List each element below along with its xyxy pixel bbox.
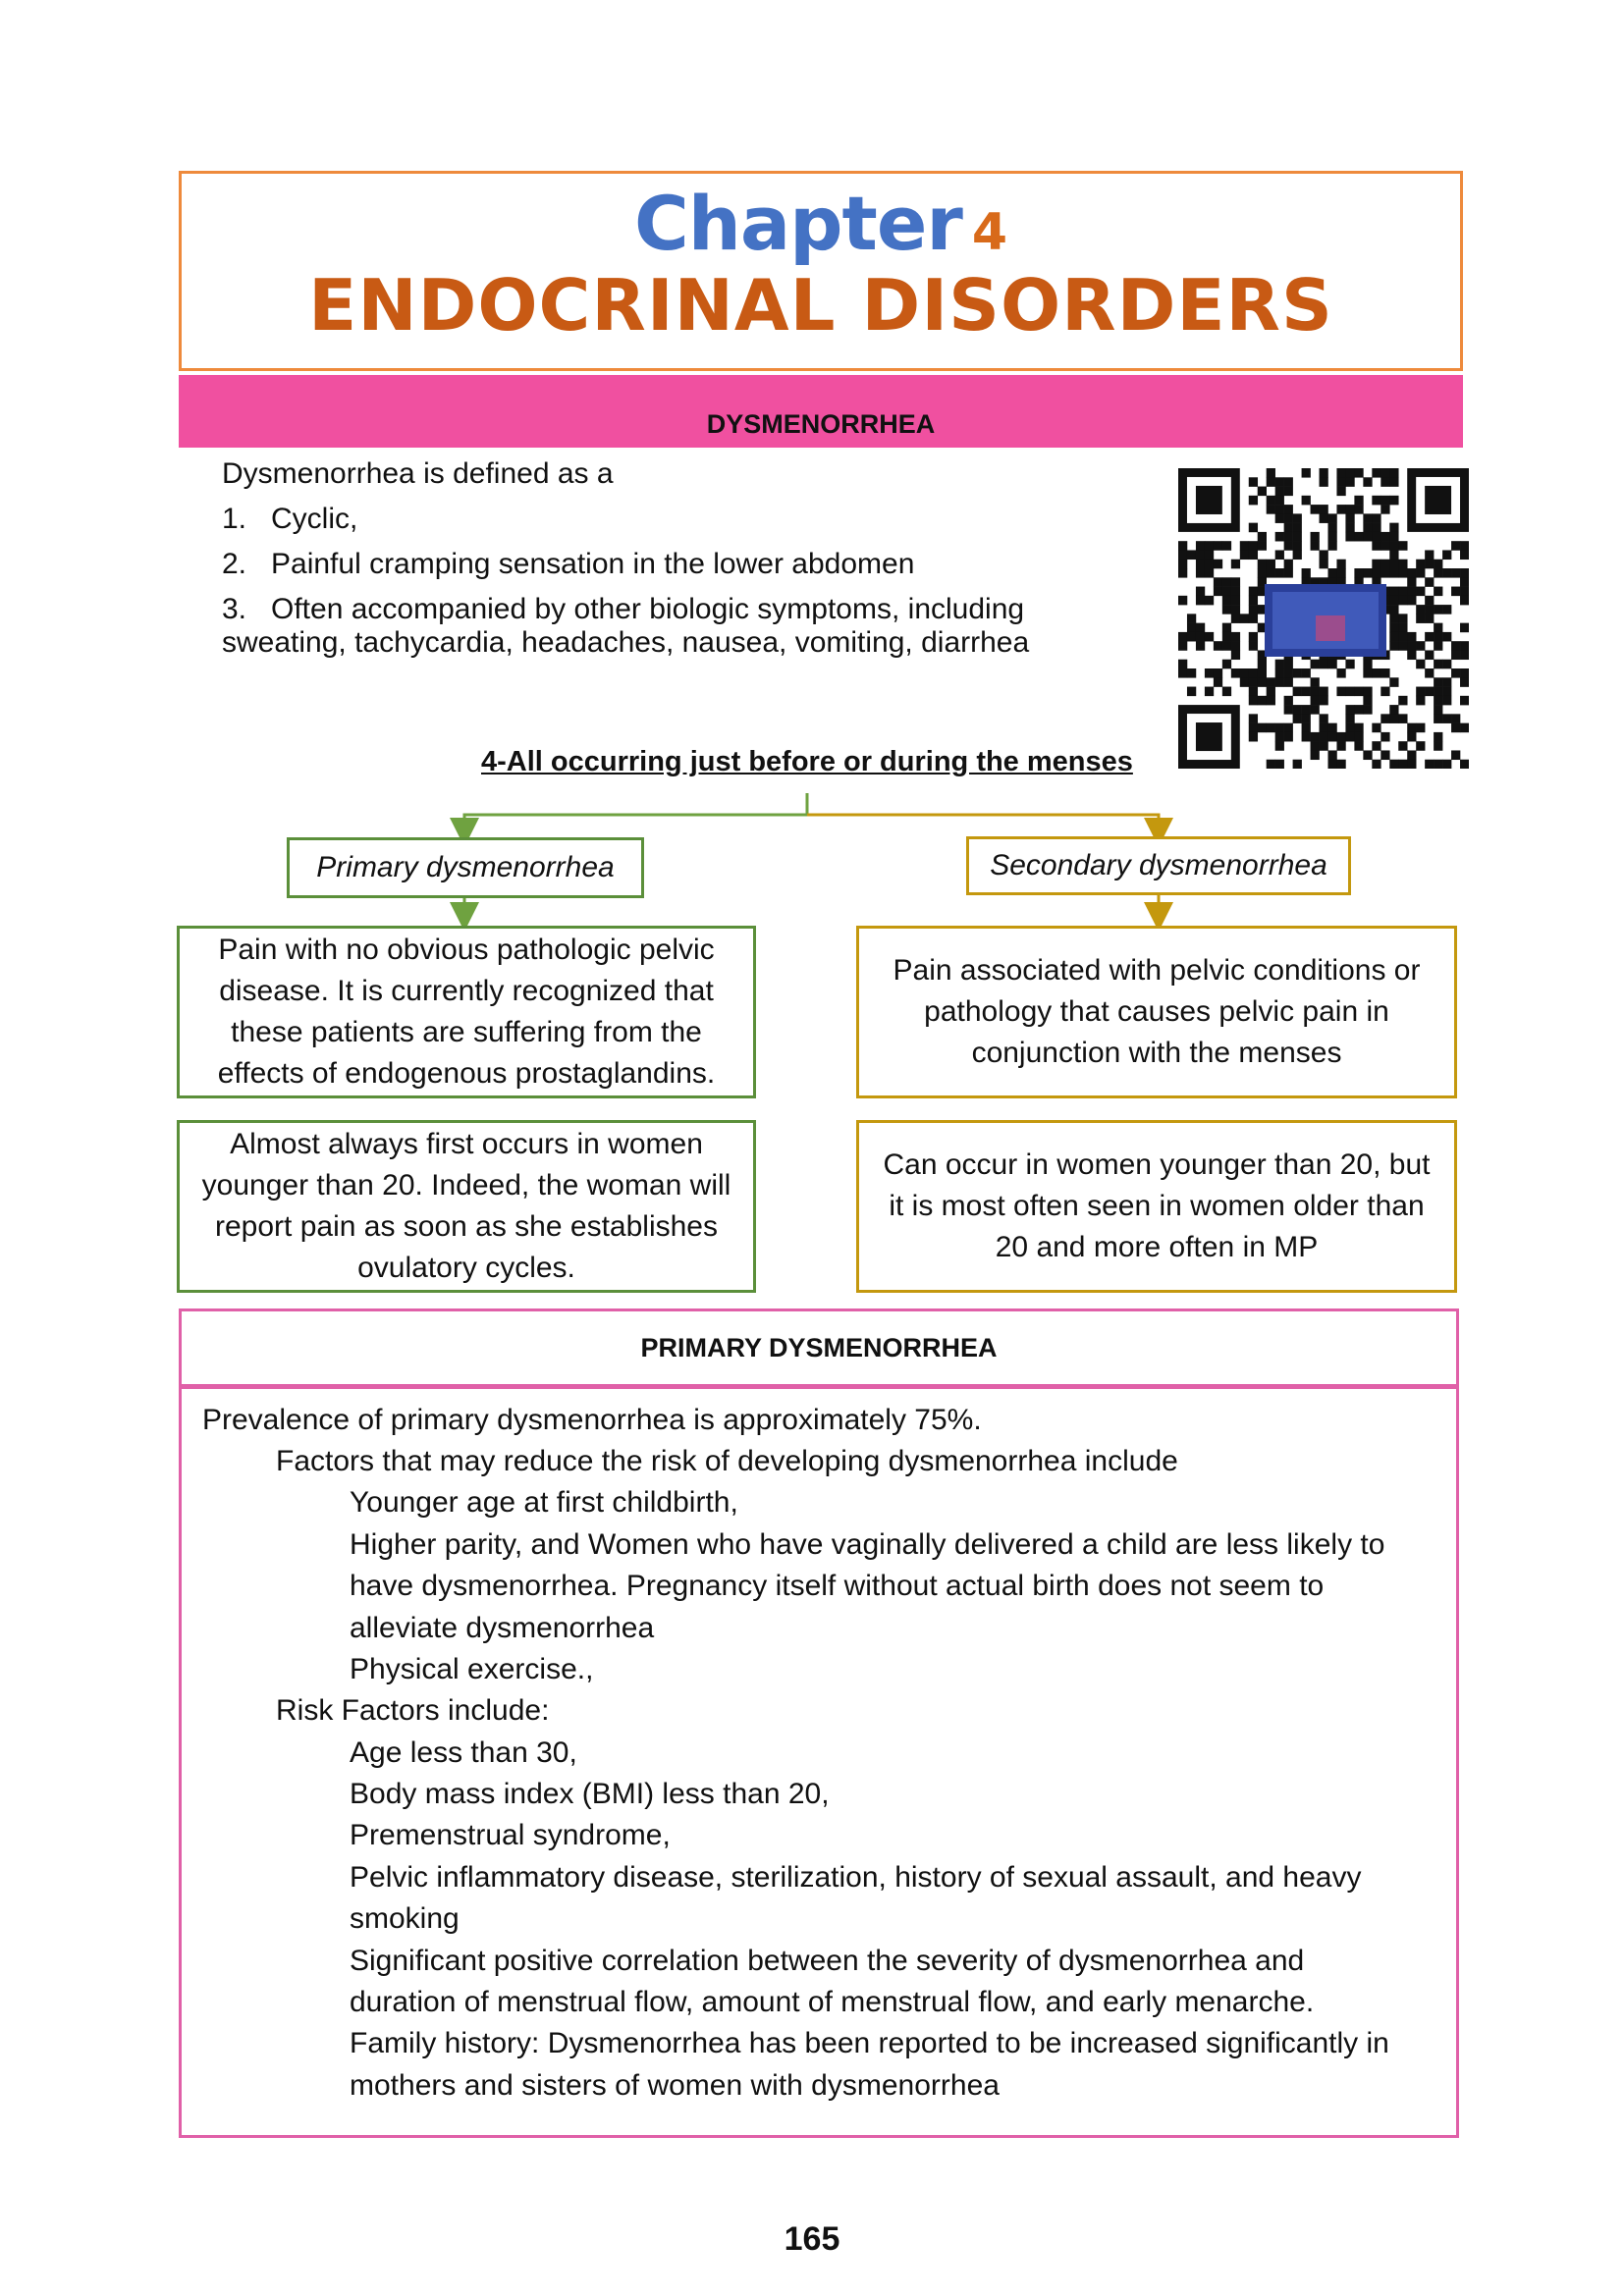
primary-onset-box: Almost always first occurs in women younger than 20. Indeed, the woman will report pain as soon as she establishes ovulatory cycles. xyxy=(177,1120,756,1293)
body-line: Family history: Dysmenorrhea has been reported to be increased significantly in xyxy=(350,2027,1389,2059)
chapter-number: 4 xyxy=(971,203,1008,262)
definition-item-continuation: sweating, tachycardia, headaches, nausea, vomiting, diarrhea xyxy=(222,626,1030,659)
item-text: Often accompanied by other biologic symptoms, including xyxy=(271,593,1025,625)
item-number: 2. xyxy=(222,548,247,580)
secondary-description-box: Pain associated with pelvic conditions or pathology that causes pelvic pain in conjunction with the menses xyxy=(856,926,1457,1098)
definition-item xyxy=(222,593,1024,625)
body-line: alleviate dysmenorrhea xyxy=(350,1612,655,1644)
body-line: Body mass index (BMI) less than 20, xyxy=(350,1778,830,1810)
definition-item xyxy=(222,503,357,535)
primary-section-heading: PRIMARY DYSMENORRHEA xyxy=(179,1308,1459,1387)
definition-item xyxy=(222,548,914,580)
body-line: duration of menstrual flow, amount of menstrual flow, and early menarche. xyxy=(350,1986,1315,2018)
body-line: Significant positive correlation between the severity of dysmenorrhea and xyxy=(350,1945,1305,1977)
body-line: Premenstrual syndrome, xyxy=(350,1819,671,1851)
primary-description-box: Pain with no obvious pathologic pelvic disease. It is currently recognized that these patients are suffering from the effects of endogenous prostaglandins. xyxy=(177,926,756,1098)
prevalence-line: Prevalence of primary dysmenorrhea is approximately 75%. xyxy=(202,1404,982,1436)
item-number: 1. xyxy=(222,503,247,535)
protective-factors-heading: Factors that may reduce the risk of developing dysmenorrhea include xyxy=(276,1445,1178,1477)
body-line: have dysmenorrhea. Pregnancy itself without actual birth does not seem to xyxy=(350,1570,1325,1602)
qr-code-icon[interactable] xyxy=(1178,468,1469,769)
secondary-dysmenorrhea-label: Secondary dysmenorrhea xyxy=(966,836,1351,895)
chapter-label xyxy=(182,180,1460,267)
chapter-word: Chapter xyxy=(633,180,962,267)
section-band-title: DYSMENORRHEA xyxy=(706,409,936,439)
body-line: Age less than 30, xyxy=(350,1736,577,1769)
secondary-onset-box: Can occur in women younger than 20, but it is most often seen in women older than 20 and more often in MP xyxy=(856,1120,1457,1293)
definition-intro: Dysmenorrhea is defined as a xyxy=(222,457,614,490)
section-band xyxy=(179,375,1463,448)
item-number: 3. xyxy=(222,593,247,625)
body-line: Pelvic inflammatory disease, sterilization, history of sexual assault, and heavy xyxy=(350,1861,1362,1894)
body-line: mothers and sisters of women with dysmenorrhea xyxy=(350,2069,1000,2102)
risk-factors-heading: Risk Factors include: xyxy=(276,1694,550,1727)
body-line: Higher parity, and Women who have vaginally delivered a child are less likely to xyxy=(350,1528,1385,1561)
body-line: Younger age at first childbirth, xyxy=(350,1486,738,1519)
body-line: Physical exercise., xyxy=(350,1653,594,1685)
chapter-header xyxy=(179,171,1463,371)
chapter-title: ENDOCRINAL DISORDERS xyxy=(308,264,1333,347)
body-line: smoking xyxy=(350,1902,460,1935)
item-text: Cyclic, xyxy=(271,503,358,535)
primary-dysmenorrhea-label: Primary dysmenorrhea xyxy=(287,837,644,898)
item-text: Painful cramping sensation in the lower abdomen xyxy=(271,548,915,580)
definition-item-4: 4-All occurring just before or during the menses xyxy=(481,746,1133,777)
page-number: 165 xyxy=(784,2220,840,2258)
primary-section-body xyxy=(179,1386,1459,2138)
qr-code-graphic xyxy=(1178,468,1469,769)
